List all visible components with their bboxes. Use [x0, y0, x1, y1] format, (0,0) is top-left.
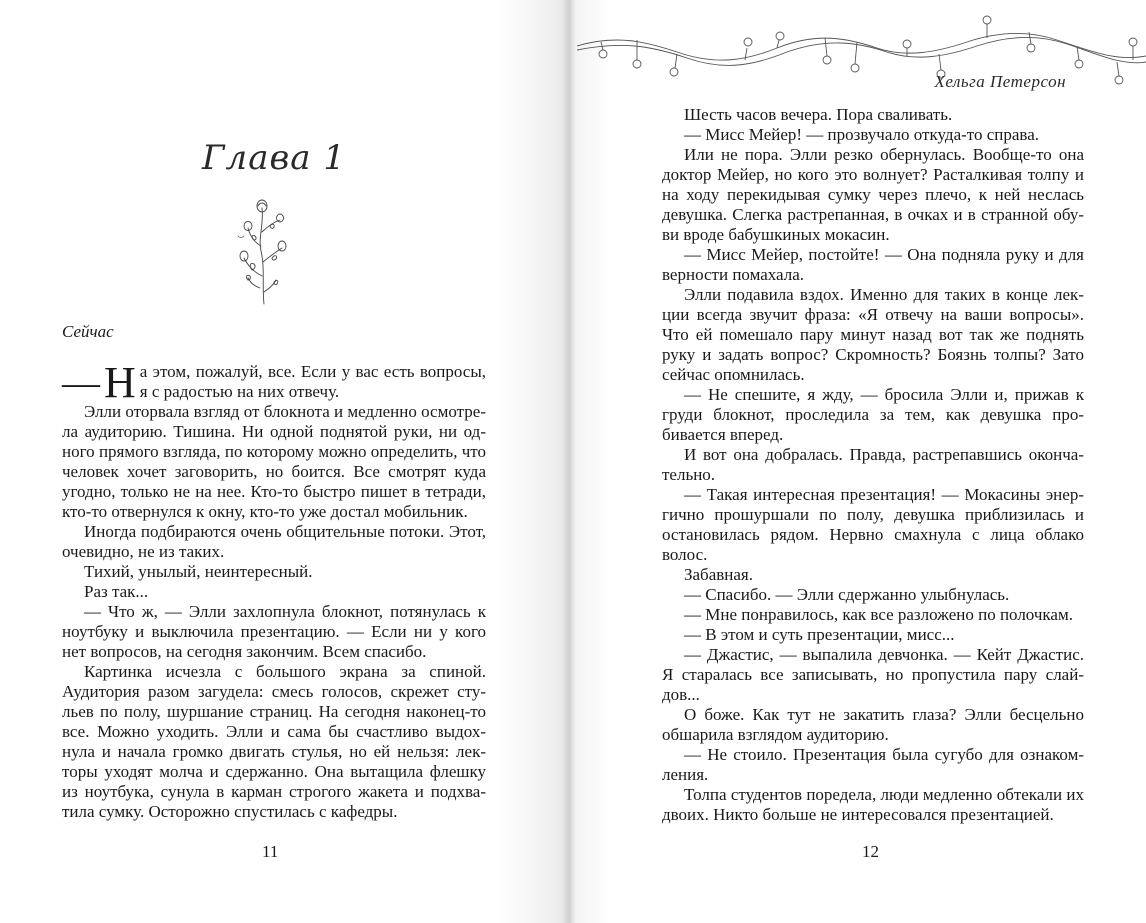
running-head-author: Хельга Петерсон	[934, 72, 1066, 91]
section-label: Сейчас	[62, 322, 114, 341]
paragraph: — Не спешите, я жду, — бросила Элли и, прижав к груди блокнот, проследила за тем, как девушка пробивается вперед.	[662, 385, 1084, 444]
paragraph: О боже. Как тут не закатить глаза? Элли бесцельно обшарила взглядом аудиторию.	[662, 705, 1084, 744]
chapter-title: Глава 1	[202, 138, 346, 178]
paragraph: Картинка исчезла с большого экрана за спиной. Аудитория разом загудела: смесь голосов, скрежет стульев по полу, шуршание страниц. На сегодня наконец-то все. Можно уходить. Элли и сама бы счастливо выдохнула и начала громко двигать стулья, но ей нельзя: лекторы уходят молча и сдержанно. Она вытащила флешку из ноутбука, сунула в карман строгого жакета и подхватила сумку. Осторожно спустилась с кафедры.	[62, 662, 486, 821]
paragraph: Толпа студентов поредела, люди медленно обтекали их двоих. Никто больше не интересовался презентацией.	[662, 785, 1084, 824]
paragraph-text: а этом, пожалуй, все. Если у вас есть вопросы, я с радостью на них отвечу.	[139, 362, 486, 401]
paragraph: — Такая интересная презентация! — Мокасины энергично прошуршали по полу, девушка приблизилась и остановилась рядом. Нервно смахнула с лица облако волос.	[662, 485, 1084, 564]
left-page	[0, 0, 566, 923]
book-gutter	[563, 0, 577, 923]
paragraph: Элли подавила вздох. Именно для таких в конце лекции всегда звучит фраза: «Я отвечу на ваши вопросы». Что ей помешало пару минут назад вот так же поднять руку и задать вопрос? Скромность? Боязнь толпы? Зато сейчас опомнилась.	[662, 285, 1084, 384]
paragraph: — Мисс Мейер! — прозвучало откуда-то справа.	[684, 125, 1040, 144]
paragraph: — Мисс Мейер, постойте! — Она подняла руку и для верности помахала.	[662, 245, 1084, 284]
opening-paragraph	[62, 358, 486, 407]
paragraph: — Мне понравилось, как все разложено по полочкам.	[684, 605, 1073, 624]
paragraph: — Не стоило. Презентация была сугубо для ознакомления.	[662, 745, 1084, 784]
left-body-text	[62, 358, 486, 822]
paragraph: Раз так...	[84, 582, 149, 601]
paragraph: Иногда подбираются очень общительные потоки. Этот, очевидно, не из таких.	[62, 522, 486, 561]
right-body-text	[662, 105, 1084, 825]
paragraph: — Что ж, — Элли захлопнула блокнот, потянулась к ноутбуку и выключила презентацию. — Если ни у кого нет вопросов, на сегодня закончим. Всем спасибо.	[62, 602, 486, 661]
paragraph: И вот она добралась. Правда, растрепавшись окончательно.	[662, 445, 1084, 484]
paragraph: Элли оторвала взгляд от блокнота и медленно осмотрела аудиторию. Тишина. Ни одной поднятой руки, ни одного прямого взгляда, по которому можно определить, что человек хочет заговорить, но боится. Все смотрят куда угодно, только не на нее. Кто-то быстро пишет в тетради, кто-то отвернулся к окну, кто-то уже достал мобильник.	[62, 402, 486, 521]
floral-ornament-icon	[234, 196, 290, 306]
paragraph: — Спасибо. — Элли сдержанно улыбнулась.	[684, 585, 1010, 604]
paragraph: — В этом и суть презентации, мисс...	[684, 625, 955, 644]
paragraph: Шесть часов вечера. Пора сваливать.	[684, 105, 953, 124]
paragraph: — Джастис, — выпалила девчонка. — Кейт Джастис. Я старалась все записывать, но пропустила пару слайдов...	[662, 645, 1084, 704]
page-number-right: 12	[862, 842, 879, 861]
page-number-left: 11	[262, 842, 279, 861]
paragraph: Тихий, унылый, неинтересный.	[84, 562, 313, 581]
paragraph: Забавная.	[684, 565, 753, 584]
dropcap-letter: Н	[104, 358, 136, 407]
paragraph: Или не пора. Элли резко обернулась. Вообще-то она доктор Мейер, но кого это волнует? Расталкивая толпу и на ходу перекидывая сумку через плечо, к ней неслась девушка. Слегка растрепанная, в очках и в странной обуви вроде бабушкиных мокасин.	[662, 145, 1084, 244]
dropcap-dash: —	[62, 362, 100, 404]
